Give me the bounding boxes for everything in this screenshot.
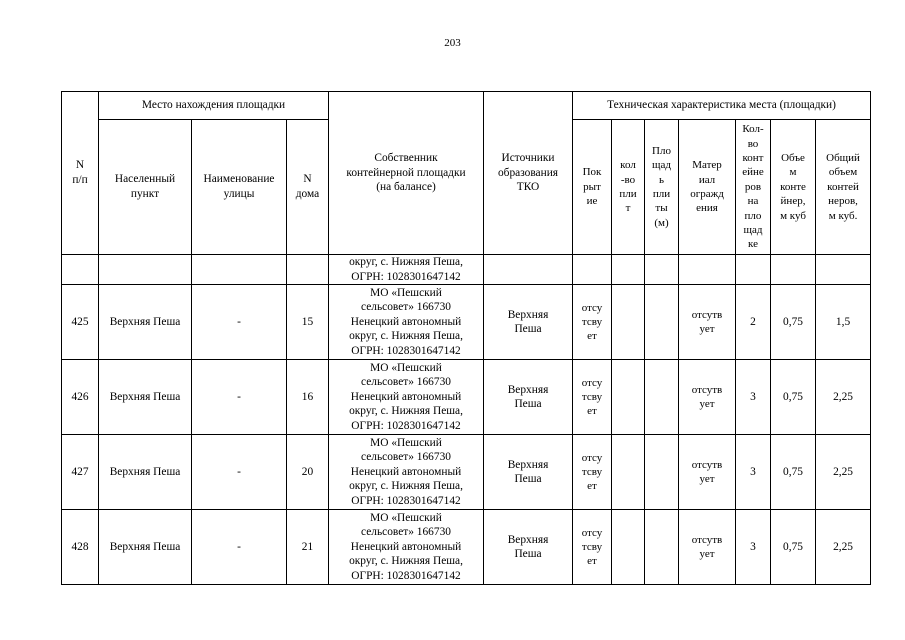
cell-plates-area (645, 435, 679, 510)
continuation-containers-cell (736, 255, 771, 285)
cell-street: - (192, 435, 287, 510)
continuation-num-cell (62, 255, 99, 285)
cell-coating: отсу тсву ет (573, 435, 612, 510)
cell-coating: отсу тсву ет (573, 510, 612, 585)
cell-total-volume: 2,25 (816, 360, 871, 435)
cell-house: 21 (287, 510, 329, 585)
header-plates-area: Пло щад ь пли ты (м) (645, 120, 679, 255)
continuation-street-cell (192, 255, 287, 285)
table-row (62, 435, 871, 510)
header-container-volume: Объе м конте йнер, м куб (771, 120, 816, 255)
cell-coating: отсу тсву ет (573, 285, 612, 360)
header-plates-count: кол -во пли т (612, 120, 645, 255)
cell-sources: Верхняя Пеша (484, 285, 573, 360)
cell-settlement: Верхняя Пеша (99, 285, 192, 360)
container-sites-table (61, 91, 871, 585)
table-row (62, 510, 871, 585)
header-num: N п/п (62, 92, 99, 255)
continuation-total-cell (816, 255, 871, 285)
cell-owner: МО «Пешский сельсовет» 166730 Ненецкий автономный округ, с. Нижняя Пеша, ОГРН: 1028301647142 (329, 360, 484, 435)
table-row (62, 360, 871, 435)
header-row-top (62, 92, 871, 120)
header-fence-material: Матер иал огражд ения (679, 120, 736, 255)
header-containers-count: Кол- во конт ейне ров на пло щад ке (736, 120, 771, 255)
continuation-plates-count-cell (612, 255, 645, 285)
continuation-coating-cell (573, 255, 612, 285)
cell-num: 427 (62, 435, 99, 510)
header-owner: Собственник контейнерной площадки (на балансе) (329, 92, 484, 255)
cell-containers-count: 3 (736, 510, 771, 585)
continuation-owner-cell: округ, с. Нижняя Пеша, ОГРН: 1028301647142 (329, 255, 484, 285)
cell-plates-area (645, 510, 679, 585)
cell-total-volume: 2,25 (816, 510, 871, 585)
continuation-row (62, 255, 871, 285)
cell-fence-material: отсутв ует (679, 510, 736, 585)
cell-settlement: Верхняя Пеша (99, 360, 192, 435)
header-location-group: Место нахождения площадки (99, 92, 329, 120)
continuation-house-cell (287, 255, 329, 285)
header-total-volume: Общий объем контей неров, м куб. (816, 120, 871, 255)
cell-house: 15 (287, 285, 329, 360)
cell-plates-count (612, 510, 645, 585)
cell-house: 16 (287, 360, 329, 435)
cell-fence-material: отсутв ует (679, 360, 736, 435)
cell-plates-count (612, 435, 645, 510)
cell-street: - (192, 510, 287, 585)
continuation-settlement-cell (99, 255, 192, 285)
table-row (62, 285, 871, 360)
continuation-volume-cell (771, 255, 816, 285)
header-coating: Пок рыт ие (573, 120, 612, 255)
cell-num: 426 (62, 360, 99, 435)
header-sources: Источники образования ТКО (484, 92, 573, 255)
continuation-fence-cell (679, 255, 736, 285)
cell-container-volume: 0,75 (771, 360, 816, 435)
cell-total-volume: 1,5 (816, 285, 871, 360)
header-street: Наименование улицы (192, 120, 287, 255)
cell-container-volume: 0,75 (771, 285, 816, 360)
cell-container-volume: 0,75 (771, 435, 816, 510)
cell-sources: Верхняя Пеша (484, 435, 573, 510)
cell-plates-area (645, 360, 679, 435)
cell-fence-material: отсутв ует (679, 285, 736, 360)
cell-total-volume: 2,25 (816, 435, 871, 510)
cell-container-volume: 0,75 (771, 510, 816, 585)
cell-containers-count: 3 (736, 435, 771, 510)
cell-num: 428 (62, 510, 99, 585)
cell-street: - (192, 285, 287, 360)
cell-settlement: Верхняя Пеша (99, 435, 192, 510)
cell-house: 20 (287, 435, 329, 510)
cell-plates-area (645, 285, 679, 360)
cell-sources: Верхняя Пеша (484, 510, 573, 585)
cell-fence-material: отсутв ует (679, 435, 736, 510)
header-tech-group: Техническая характеристика места (площадки) (573, 92, 871, 120)
cell-settlement: Верхняя Пеша (99, 510, 192, 585)
cell-owner: МО «Пешский сельсовет» 166730 Ненецкий автономный округ, с. Нижняя Пеша, ОГРН: 1028301647142 (329, 510, 484, 585)
cell-num: 425 (62, 285, 99, 360)
header-settlement: Населенный пункт (99, 120, 192, 255)
page-number: 203 (444, 37, 461, 49)
cell-coating: отсу тсву ет (573, 360, 612, 435)
cell-owner: МО «Пешский сельсовет» 166730 Ненецкий автономный округ, с. Нижняя Пеша, ОГРН: 1028301647142 (329, 285, 484, 360)
continuation-plates-area-cell (645, 255, 679, 285)
cell-plates-count (612, 285, 645, 360)
continuation-sources-cell (484, 255, 573, 285)
cell-sources: Верхняя Пеша (484, 360, 573, 435)
cell-containers-count: 2 (736, 285, 771, 360)
cell-plates-count (612, 360, 645, 435)
cell-containers-count: 3 (736, 360, 771, 435)
header-house: N дома (287, 120, 329, 255)
cell-street: - (192, 360, 287, 435)
cell-owner: МО «Пешский сельсовет» 166730 Ненецкий автономный округ, с. Нижняя Пеша, ОГРН: 1028301647142 (329, 435, 484, 510)
